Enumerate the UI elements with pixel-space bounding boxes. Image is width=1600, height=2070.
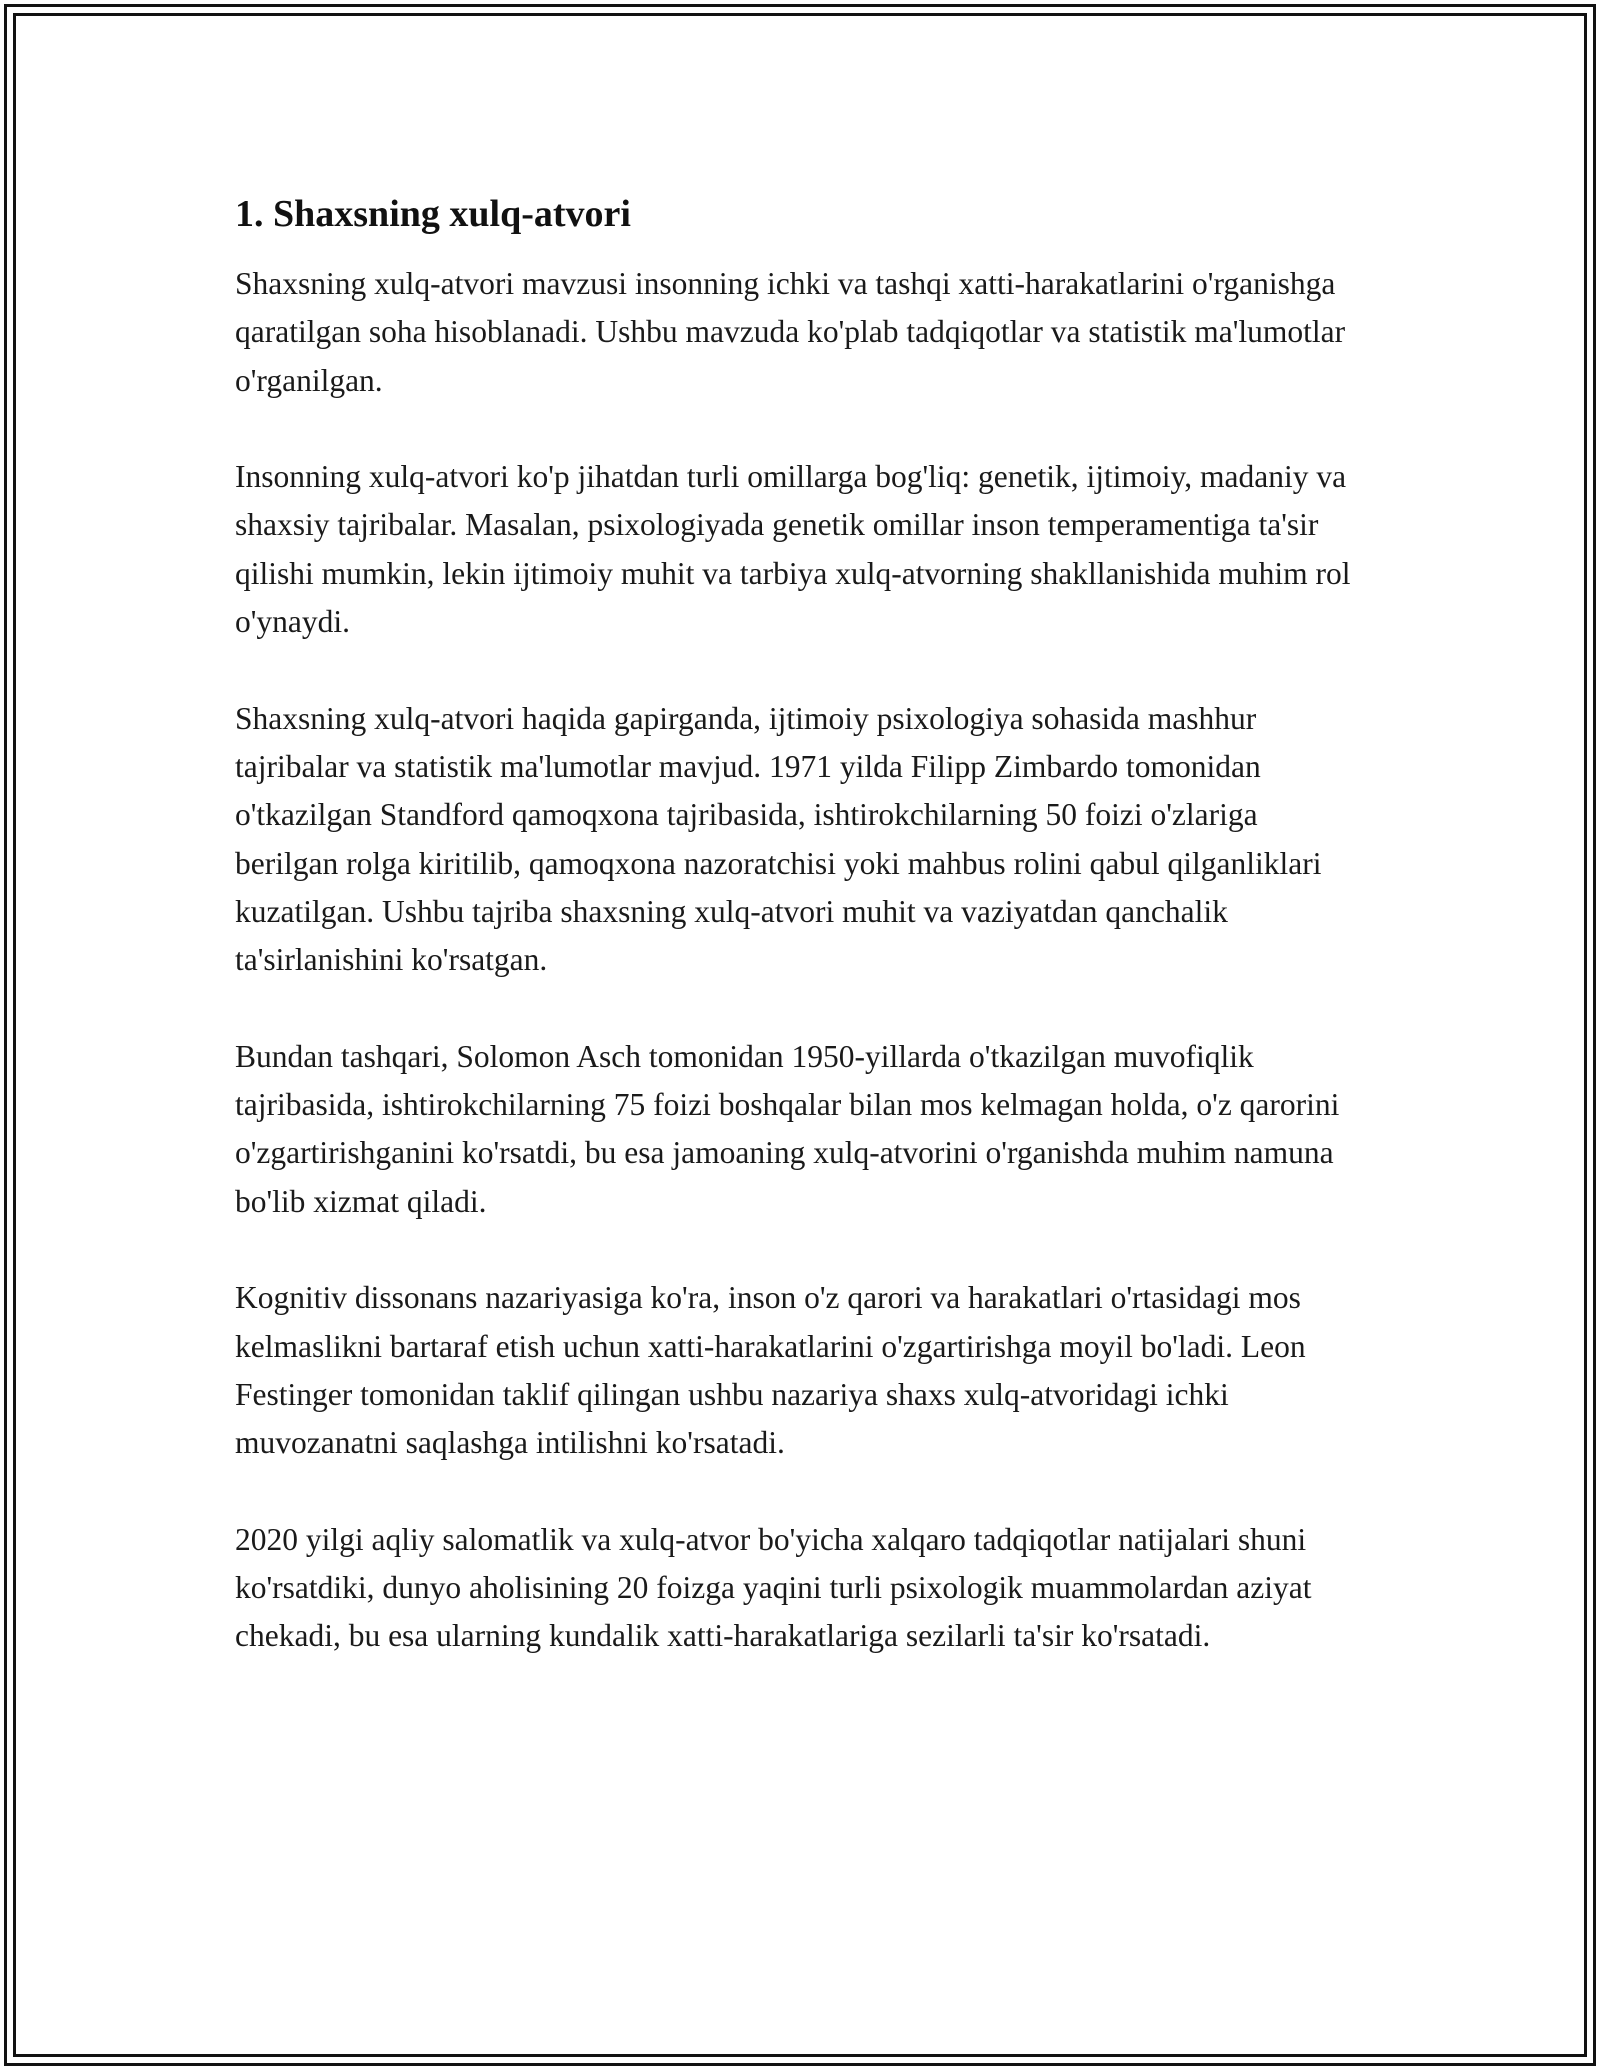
paragraph-zimbardo: Shaxsning xulq-atvori haqida gapirganda, ijtimoiy psixologiya sohasida mashhur tajribalar va statistik ma'lumotlar mavjud. 1971 yilda Filipp Zimbardo tomonidan o'tkazilgan Standford qamoqxona tajribasida, ishtirokchilarning 50 foizi o'zlariga berilgan rolga kiritilib, qamoqxona nazoratchisi yoki mahbus rolini qabul qilganliklari kuzatilgan. Ushbu tajriba shaxsning xulq-atvori muhit va vaziyatdan qanchalik ta'sirlanishini ko'rsatgan. <box>235 700 1322 978</box>
paragraph-factors: Insonning xulq-atvori ko'p jihatdan turli omillarga bog'liq: genetik, ijtimoiy, madaniy va shaxsiy tajribalar. Masalan, psixologiyada genetik omillar inson temperamentiga ta'sir qilishi mumkin, lekin ijtimoiy muhit va tarbiya xulq-atvorning shakllanishida muhim rol o'ynaydi. <box>235 459 1351 640</box>
section-heading: 1. Shaxsning xulq-atvori <box>235 193 631 235</box>
paragraph-asch: Bundan tashqari, Solomon Asch tomonidan 1950-yillarda o'tkazilgan muvofiqlik tajribasida, ishtirokchilarning 75 foizi boshqalar bilan mos kelmagan holda, o'z qarorini o'zgartirishganini ko'rsatdi, bu esa jamoaning xulq-atvorini o'rganishda muhim namuna bo'lib xizmat qiladi. <box>235 1038 1340 1219</box>
document-body <box>235 188 1365 1709</box>
paragraph-cognitive-dissonance: Kognitiv dissonans nazariyasiga ko'ra, inson o'z qarori va harakatlari o'rtasidagi mos kelmaslikni bartaraf etish uchun xatti-harakatlarini o'zgartirishga moyil bo'ladi. Leon Festinger tomonidan taklif qilingan ushbu nazariya shaxs xulq-atvoridagi ichki muvozanatni saqlashga intilishni ko'rsatadi. <box>235 1280 1306 1461</box>
paragraph-intro: Shaxsning xulq-atvori mavzusi insonning ichki va tashqi xatti-harakatlarini o'rganishga qaratilgan soha hisoblanadi. Ushbu mavzuda ko'plab tadqiqotlar va statistik ma'lumotlar o'rganilgan. <box>235 266 1346 398</box>
paragraph-mental-health: 2020 yilgi aqliy salomatlik va xulq-atvor bo'yicha xalqaro tadqiqotlar natijalari shuni ko'rsatdiki, dunyo aholisining 20 foizga yaqini turli psixologik muammolardan aziyat chekadi, bu esa ularning kundalik xatti-harakatlariga sezilarli ta'sir ko'rsatadi. <box>235 1521 1312 1654</box>
